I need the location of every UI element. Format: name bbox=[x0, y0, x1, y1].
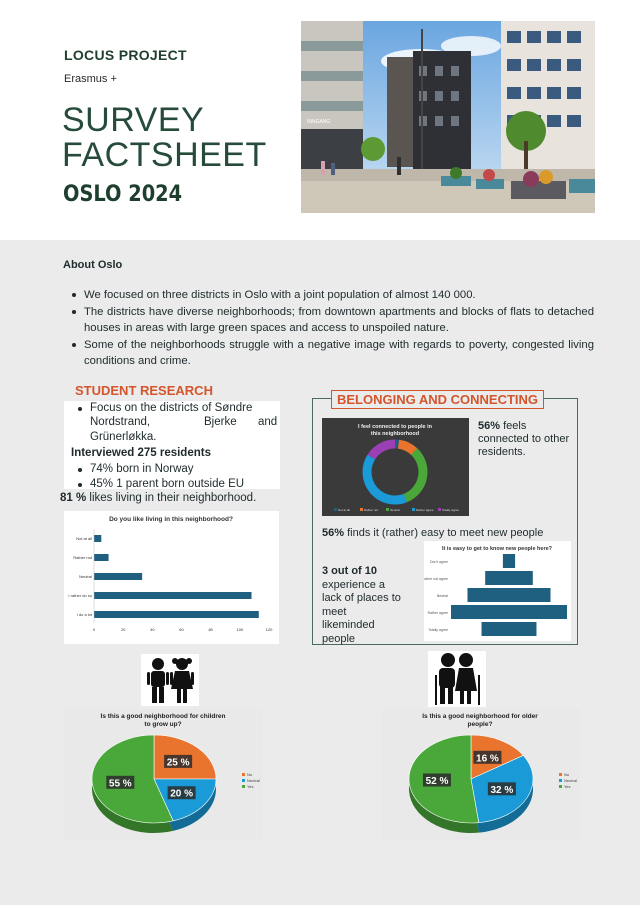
data-label: 20 % bbox=[170, 788, 193, 800]
bar bbox=[94, 611, 259, 618]
data-label: 55 % bbox=[108, 778, 132, 790]
program-name: Erasmus + bbox=[64, 73, 117, 85]
chart-title: Do you like living in this neighborhood? bbox=[109, 516, 233, 523]
feels-line-3: residents. bbox=[478, 446, 526, 458]
children-icon bbox=[141, 654, 199, 706]
bar-label: Not at all bbox=[76, 536, 92, 541]
bar bbox=[485, 571, 533, 585]
photo-sign: INNGANG bbox=[307, 119, 331, 125]
bar bbox=[503, 554, 515, 568]
belonging-title: BELONGING AND CONNECTING bbox=[331, 390, 544, 409]
focus-line-2b: Bjerke bbox=[204, 416, 237, 428]
legend-label: Yes bbox=[247, 784, 254, 789]
legend-label: Yes bbox=[564, 784, 571, 789]
feels-text: feels bbox=[500, 420, 527, 432]
bar-label: Neutral bbox=[436, 594, 448, 598]
donut-slice bbox=[371, 444, 395, 457]
children-pie-svg bbox=[64, 709, 263, 841]
data-label: 16 % bbox=[476, 753, 499, 765]
likes-living bbox=[60, 492, 256, 504]
legend-swatch bbox=[242, 779, 245, 782]
title-line-2: FACTSHEET bbox=[62, 136, 267, 174]
legend-swatch bbox=[559, 779, 562, 782]
legend-swatch bbox=[242, 773, 245, 776]
legend-swatch bbox=[242, 785, 245, 788]
page-subtitle: OSLO 2024 bbox=[63, 182, 183, 207]
elderly-icon bbox=[428, 651, 486, 707]
bar bbox=[94, 554, 109, 561]
focus-line-2c: and bbox=[258, 416, 278, 428]
donut-slice bbox=[367, 457, 405, 500]
project-name: LOCUS PROJECT bbox=[64, 47, 187, 63]
lack-line-2: lack of places to bbox=[322, 592, 401, 604]
feels-percent: 56% bbox=[478, 420, 501, 432]
chart-title: Is this a good neighborhood for older bbox=[422, 713, 538, 720]
bar bbox=[482, 622, 537, 636]
easy-percent: 56% bbox=[322, 527, 345, 539]
bar bbox=[94, 573, 142, 580]
tick-label: 100 bbox=[236, 627, 244, 632]
title-line-1: SURVEY bbox=[62, 101, 205, 139]
chart-title: Is this a good neighborhood for children bbox=[100, 713, 226, 720]
street-photo bbox=[301, 21, 595, 213]
feels-line-1 bbox=[478, 420, 569, 433]
tick-label: 20 bbox=[120, 627, 126, 632]
easy-to-meet bbox=[322, 527, 543, 540]
student-research-section bbox=[60, 381, 280, 511]
like-living-chart bbox=[64, 511, 279, 644]
focus-line-2a: Nordstrand, bbox=[90, 416, 151, 428]
like-living-chart-svg bbox=[64, 511, 279, 644]
chart-title: It is easy to get to know new people here? bbox=[441, 546, 553, 552]
parent-outside-eu: 45% 1 parent born outside EU bbox=[90, 478, 245, 490]
older-pie-chart bbox=[381, 709, 580, 841]
lack-of-places bbox=[322, 565, 401, 646]
legend-swatch bbox=[438, 508, 441, 511]
data-label: 32 % bbox=[490, 784, 514, 796]
bar bbox=[94, 535, 101, 542]
legend-swatch bbox=[412, 508, 415, 511]
legend-swatch bbox=[559, 773, 562, 776]
page-title bbox=[62, 103, 267, 173]
tick-label: 80 bbox=[208, 627, 213, 632]
chart-title-2: to grow up? bbox=[144, 721, 182, 728]
bar-label: I rather do so bbox=[68, 593, 92, 598]
focus-line-3: Grünerløkka. bbox=[90, 431, 157, 443]
focus-line-1: Focus on the districts of Søndre bbox=[90, 402, 253, 414]
lack-line-5: people bbox=[322, 632, 356, 645]
tick-label: 0 bbox=[92, 627, 96, 632]
legend-label: Neutral bbox=[390, 508, 400, 512]
bar bbox=[451, 605, 567, 619]
chart-title-2: people? bbox=[467, 721, 493, 728]
legend-label: Not at all bbox=[338, 508, 350, 512]
meet-people-chart bbox=[424, 541, 571, 641]
easy-text: finds it (rather) easy to meet new people bbox=[344, 527, 544, 539]
bar-label: Neutral bbox=[79, 574, 92, 579]
lack-line-1: experience a bbox=[322, 578, 385, 591]
donut-slice bbox=[405, 452, 423, 498]
legend-label: No bbox=[247, 772, 253, 777]
legend-swatch bbox=[360, 508, 363, 511]
bar-label: I do a lot bbox=[76, 612, 92, 617]
likes-percent: 81 % bbox=[60, 492, 87, 504]
legend-label: Rather agree bbox=[416, 508, 434, 512]
donut-title-line-1: I feel connected to people in bbox=[358, 424, 432, 430]
interviewed-count: Interviewed 275 residents bbox=[71, 447, 211, 459]
student-research-title: STUDENT RESEARCH bbox=[75, 383, 213, 398]
about-list bbox=[70, 287, 594, 370]
legend-swatch bbox=[386, 508, 389, 511]
donut-slice bbox=[399, 444, 415, 451]
legend-swatch bbox=[559, 785, 562, 788]
about-item: We focused on three districts in Oslo with a joint population of almost 140 000. bbox=[70, 287, 594, 303]
bar-label: Rather not bbox=[73, 555, 92, 560]
tick-label: 40 bbox=[150, 627, 155, 632]
data-label: 25 % bbox=[166, 757, 190, 769]
about-item: The districts have diverse neighborhoods; from downtown apartments and blocks of flats to detached houses in areas with large green spaces and access to unspoiled nature. bbox=[70, 304, 594, 336]
older-pie-svg bbox=[381, 709, 580, 841]
donut-title-line-2: this neighborhood bbox=[370, 431, 420, 437]
about-item: Some of the neighborhoods struggle with a negative image with regards to poverty, congested living conditions and crime. bbox=[70, 337, 594, 369]
legend-label: Totally agree bbox=[442, 508, 460, 512]
bar-label: Totally agree bbox=[428, 628, 448, 632]
tick-label: 120 bbox=[265, 627, 273, 632]
bar-label: Rather agree bbox=[427, 611, 448, 615]
about-title: About Oslo bbox=[63, 259, 123, 271]
donut-chart bbox=[322, 418, 469, 516]
born-norway: 74% born in Norway bbox=[90, 463, 194, 475]
legend-label: Neutral bbox=[247, 778, 260, 783]
bar bbox=[467, 588, 550, 602]
legend-swatch bbox=[334, 508, 337, 511]
bar bbox=[94, 592, 252, 599]
legend-label: No bbox=[564, 772, 570, 777]
feels-line-2: connected to other bbox=[478, 433, 570, 445]
likes-text: likes living in their neighborhood. bbox=[86, 492, 257, 504]
header bbox=[0, 0, 640, 240]
lack-line-4: likeminded bbox=[322, 619, 375, 631]
bar-label: Don't agree bbox=[430, 560, 448, 564]
data-label: 52 % bbox=[425, 776, 449, 788]
donut-chart-svg bbox=[322, 418, 469, 516]
legend-label: Neutral bbox=[564, 778, 577, 783]
children-pie-chart bbox=[64, 709, 263, 841]
legend-label: Rather not bbox=[364, 508, 379, 512]
meet-people-chart-svg bbox=[424, 541, 571, 641]
tick-label: 60 bbox=[179, 627, 184, 632]
lack-line-3: meet bbox=[322, 605, 347, 618]
bar-label: Rather not agree bbox=[424, 577, 448, 581]
lack-bold: 3 out of 10 bbox=[322, 565, 378, 577]
feels-connected bbox=[478, 420, 569, 459]
